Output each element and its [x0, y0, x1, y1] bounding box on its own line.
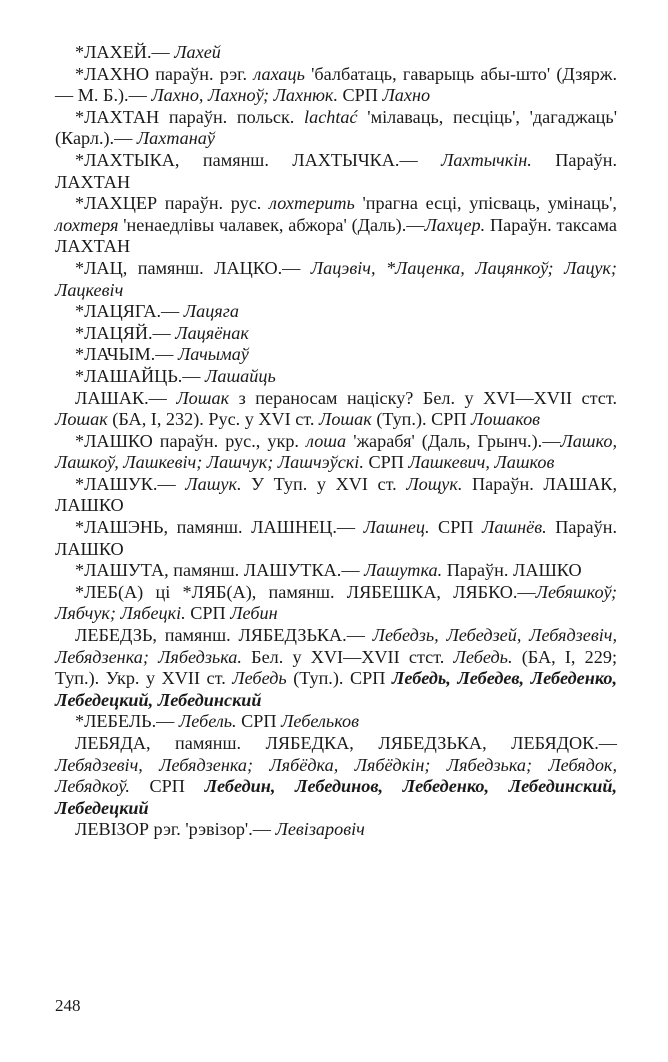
entry-text: 'мілаваць, песціць', 'дагаджаць' (Карл.).— [55, 106, 617, 149]
dictionary-entry [55, 344, 617, 366]
entry-text: СРП [363, 452, 409, 473]
entry-text: 'жарабя' (Даль, Грынч.).— [346, 430, 561, 451]
dictionary-entry [55, 625, 617, 711]
entry-text: Бел. у XVI—XVII стст. [241, 646, 454, 667]
dictionary-entry [55, 64, 617, 107]
entry-surname-forms: Лошак [55, 409, 108, 430]
entry-text: ЛЕБЯДА, памянш. ЛЯБЕДКА, ЛЯБЕДЗЬКА, ЛЕБЯДОК.— [75, 733, 617, 753]
entry-surname-forms: Лощук. [406, 473, 463, 494]
entry-surname-forms: Лебедзь, Лебедзей, Лебядзевіч, Лебядзенка; Лябедзька. [55, 625, 617, 667]
entry-text: СРП [429, 517, 482, 538]
entry-surname-forms: lachtać [304, 106, 358, 127]
entry-surname-forms: Лебельков [281, 711, 360, 732]
entry-text: СРП [338, 85, 383, 106]
dictionary-entry [55, 388, 617, 431]
entry-text: Параўн. ЛАХТАН [55, 149, 618, 192]
entry-text: 'балбатаць, гаварыць абы-што' (Дзярж.— М. Б.).— [55, 63, 618, 106]
entry-surname-forms: Лашко, Лашкоў, Лашкевіч; Лашчук; Лашчэўскі. [55, 430, 617, 473]
dictionary-entry [55, 517, 617, 560]
entry-text: ЛЕБЕДЗЬ, памянш. ЛЯБЕДЗЬКА.— [75, 625, 373, 646]
dictionary-entry [55, 366, 617, 388]
dictionary-entry [55, 107, 617, 150]
entry-text: Параўн. ЛАШКО [55, 517, 617, 559]
dictionary-entry [55, 193, 617, 258]
entry-text: (Туп.). СРП [286, 668, 392, 689]
entry-surname-forms: Лахей [174, 42, 221, 62]
dictionary-entry [55, 431, 617, 474]
entry-text: 'прагна есці, упісваць, умінаць', [354, 193, 617, 214]
page-number: 248 [55, 996, 81, 1015]
entry-surname-forms: Лацэвіч, *Лаценка, Лацянкоў; Лацук; Лацкевіч [55, 257, 617, 300]
entry-text: (БА, I, 232). Рус. у XVI ст. [107, 409, 320, 430]
entry-surname-forms: Лацяёнак [175, 322, 249, 343]
entry-text: *ЛАХНО параўн. рэг. [75, 63, 254, 84]
entry-text: У Туп. у XVI ст. [241, 473, 407, 494]
entry-text: *ЛАХТЫКА, памянш. ЛАХТЫЧКА.— [75, 149, 442, 170]
entry-text: *ЛАШУК.— [75, 473, 186, 494]
entry-text: *ЛАШАЙЦЬ.— [75, 365, 206, 386]
entry-text: Параўн. таксама ЛАХТАН [55, 214, 617, 257]
dictionary-entry [55, 560, 617, 582]
entry-text: *ЛАШУТА, памянш. ЛАШУТКА.— [75, 560, 365, 581]
entry-surname-forms: Лебедь, Лебедев, Лебеденко, Лебедецкий, Лебединский [55, 668, 617, 710]
entry-surname-forms: Лошак [176, 387, 230, 408]
entry-text: ЛЕВІЗОР рэг. 'рэвізор'.— [75, 819, 276, 840]
dictionary-entry [55, 711, 617, 733]
dictionary-entry [55, 323, 617, 345]
entry-text: Параўн. ЛАШАК, ЛАШКО [55, 473, 617, 516]
dictionary-entry [55, 301, 617, 323]
entry-surname-forms: Лебедь. [453, 646, 513, 667]
entry-surname-forms: Лебин [230, 603, 278, 624]
entry-surname-forms: Лебедин, Лебединов, Лебеденко, Лебединский, Лебедецкий [55, 776, 617, 818]
entry-surname-forms: Лашкевич, Лашков [408, 452, 555, 473]
entry-surname-forms: Лахно, Лахноў; Лахнюк. [151, 85, 338, 106]
entry-surname-forms: Левізаровіч [275, 819, 365, 840]
dictionary-entry [55, 819, 617, 841]
entry-surname-forms: Лашайць [205, 365, 276, 386]
dictionary-entry [55, 733, 617, 819]
entry-surname-forms: Лашнёв. [482, 517, 547, 538]
entry-surname-forms: Лебядзевіч, Лебядзенка; Лябёдка, Лябёдкін; Лябедзька; Лебядок, Лебядкоў. [55, 754, 617, 797]
entry-surname-forms: Лахтанаў [136, 128, 215, 149]
entry-text: *ЛАШКО параўн. рус., укр. [75, 430, 307, 451]
dictionary-page [55, 42, 617, 841]
entry-text: 'ненаедлівы чалавек, абжора' (Даль).— [118, 214, 425, 235]
entry-text: *ЛАЧЫМ.— [75, 344, 178, 365]
entry-text: (БА, I, 229; Туп.). Укр. у XVII ст. [55, 646, 618, 689]
entry-surname-forms: Лашук. [185, 473, 242, 494]
entry-surname-forms: лоша [306, 430, 347, 451]
entry-surname-forms: Лахно [382, 85, 431, 106]
dictionary-entry [55, 582, 617, 625]
entry-text: Параўн. ЛАШКО [442, 560, 582, 581]
dictionary-entry [55, 474, 617, 517]
entry-text: (Туп.). СРП [371, 409, 472, 430]
dictionary-entry [55, 150, 617, 193]
entry-text: *ЛАЦЯЙ.— [75, 322, 176, 343]
entry-text: з пераносам націску? Бел. у XVI—XVII стст. [229, 387, 617, 408]
entry-surname-forms: Лебель. [178, 711, 237, 732]
entry-surname-forms: Лачымаў [177, 344, 249, 365]
entry-text: СРП [236, 711, 282, 732]
entry-surname-forms: Лацяга [183, 301, 239, 322]
entry-surname-forms: Лебедь [232, 668, 287, 689]
entry-surname-forms: Лахтычкін. [441, 149, 532, 170]
entry-text: *ЛАХТАН параўн. польск. [75, 106, 305, 127]
entry-text: ЛАШАК.— [75, 387, 177, 408]
entry-surname-forms: лохтерить [269, 193, 355, 214]
dictionary-entry [55, 258, 617, 301]
entry-surname-forms: Лошак [319, 409, 372, 430]
entry-surname-forms: Лошаков [471, 409, 541, 430]
entry-surname-forms: лахаць [253, 63, 305, 84]
entry-surname-forms: Лашнец. [363, 517, 430, 538]
entry-surname-forms: лохтеря [55, 214, 119, 235]
dictionary-entry [55, 42, 617, 64]
entry-text: *ЛАШЭНЬ, памянш. ЛАШНЕЦ.— [75, 517, 364, 538]
entry-text: *ЛАЦ, памянш. ЛАЦКО.— [75, 257, 311, 278]
entry-text: *ЛАХЦЕР параўн. рус. [75, 193, 270, 214]
entry-text: *ЛЕБЕЛЬ.— [75, 711, 179, 732]
entry-surname-forms: Лахцер. [424, 214, 486, 235]
entry-surname-forms: Лашутка. [364, 560, 443, 581]
entry-text: *ЛЕБ(А) ці *ЛЯБ(А), памянш. ЛЯБЕШКА, ЛЯБКО.— [75, 581, 536, 602]
entry-text: СРП [185, 603, 231, 624]
entry-surname-forms: Лебяшкоў; Лябчук; Лябецкі. [55, 581, 617, 624]
entry-text: *ЛАХЕЙ.— [75, 42, 175, 62]
entry-text: *ЛАЦЯГА.— [75, 301, 184, 322]
entry-text: СРП [129, 776, 205, 797]
